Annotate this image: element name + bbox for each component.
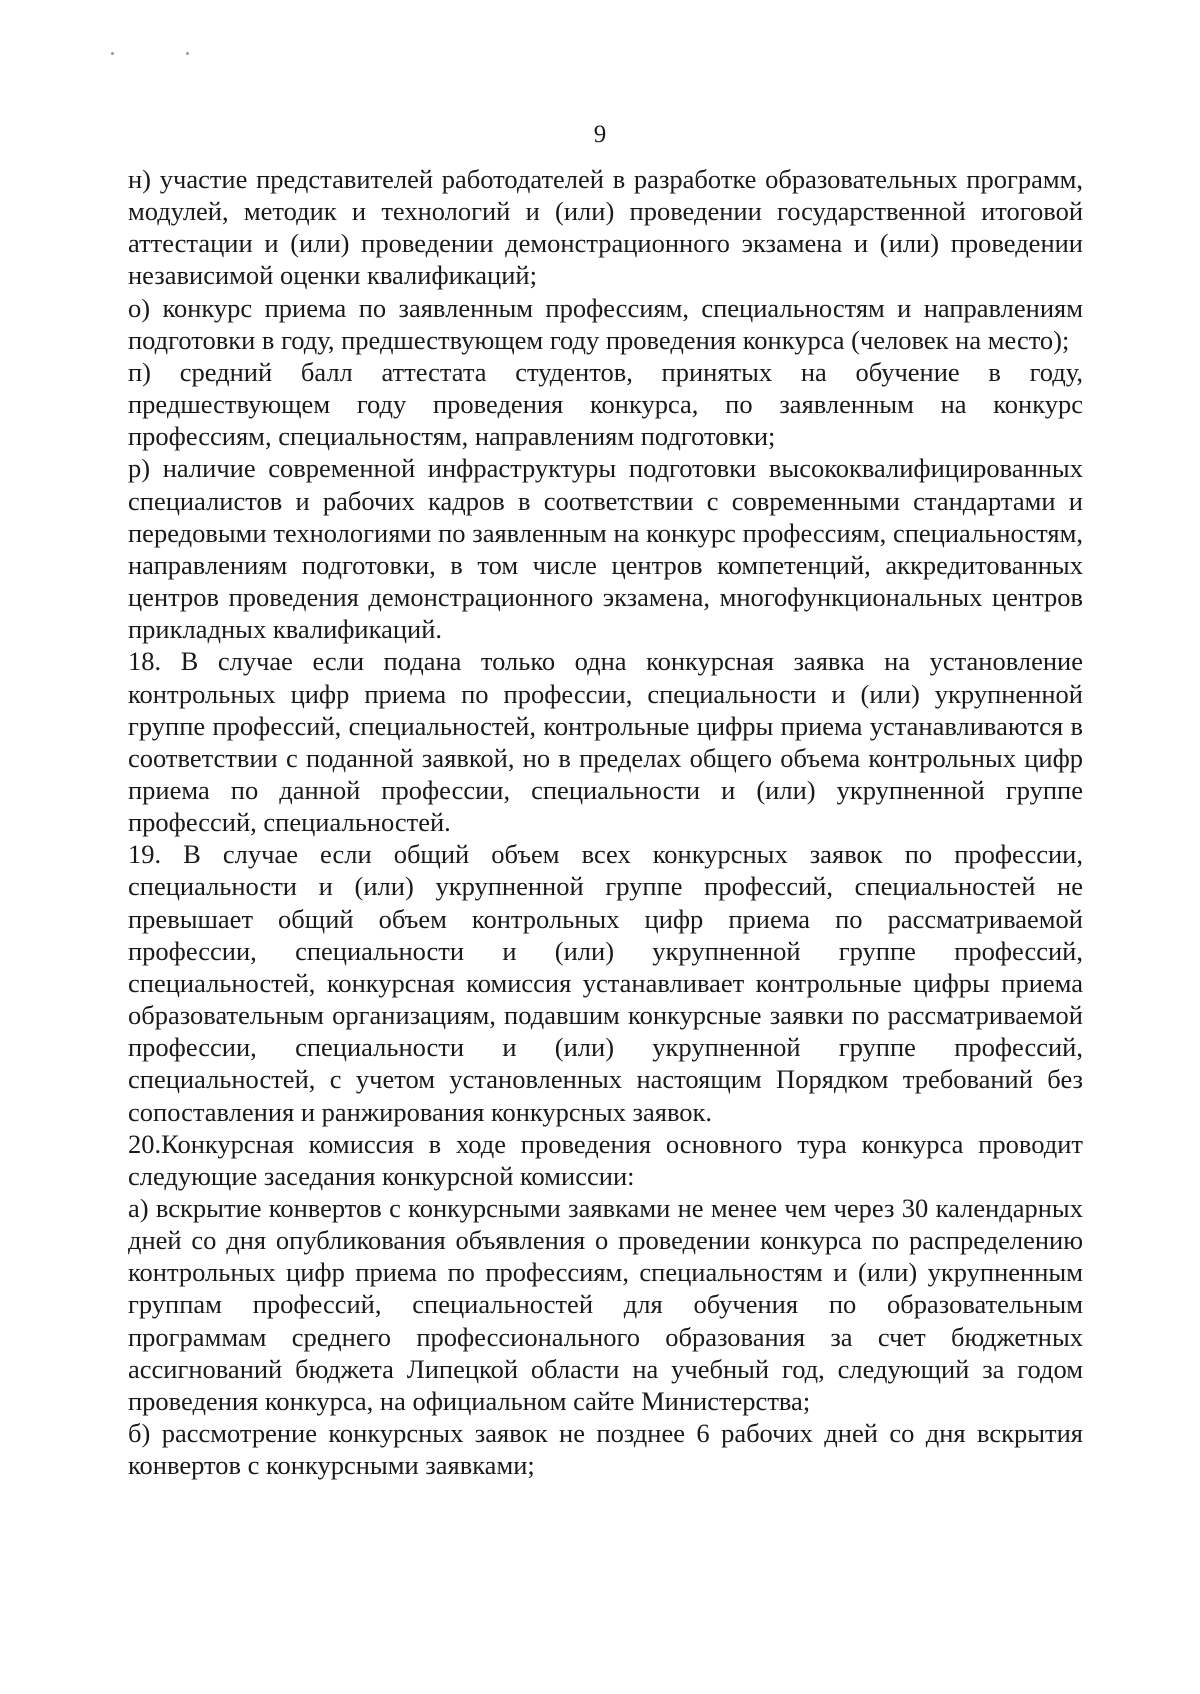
list-item-n: н) участие представителей работодателей в разработке образовательных программ, модулей, методик и технологий и (или) проведении государственной итоговой аттестации и (или) проведении демонстрационного экзамена и (или) проведении независимой оценки квалификаций; xyxy=(128,164,1083,291)
list-item-r: р) наличие современной инфраструктуры подготовки высококвалифицированных специалистов и рабочих кадров в соответствии с современными стандартами и передовыми технологиями по заявленным на конкурс профессиям, специальностям, направлениям подготовки, в том числе центров компетенций, аккредитованных центров проведения демонстрационного экзамена, многофункциональных центров прикладных квалификаций. xyxy=(128,453,1083,645)
list-item-o: о) конкурс приема по заявленным профессиям, специальностям и направлениям подготовки в году, предшествующем году проведения конкурса (человек на место); xyxy=(128,292,1083,355)
clause-19: 19. В случае если общий объем всех конкурсных заявок по профессии, специальности и (или) укрупненной группе профессий, специальностей не превышает общий объем контрольных цифр приема по рассматриваемой профессии, специальности и (или) укрупненной группе профессий, специальностей, конкурсная комиссия устанавливает контрольные цифры приема образовательным организациям, подавшим конкурсные заявки по рассматриваемой профессии, специальности и (или) укрупненной группе профессий, специальностей, с учетом установленных настоящим Порядком требований без сопоставления и ранжирования конкурсных заявок. xyxy=(128,839,1083,1127)
scan-artifact-dot xyxy=(111,52,114,55)
page-number: 9 xyxy=(593,121,607,148)
list-item-p: п) средний балл аттестата студентов, принятых на обучение в году, предшествующем году проведения конкурса, по заявленным на конкурс профессиям, специальностям, направлениям подготовки; xyxy=(128,356,1083,452)
scan-artifact-dot xyxy=(186,52,189,55)
clause-20: 20.Конкурсная комиссия в ходе проведения основного тура конкурса проводит следующие заседания конкурсной комиссии: xyxy=(128,1128,1083,1191)
sub-item-a: а) вскрытие конвертов с конкурсными заявками не менее чем через 30 календарных дней со дня опубликования объявления о проведении конкурса по распределению контрольных цифр приема по профессиям, специальностям и (или) укрупненным группам профессий, специальностей для обучения по образовательным программам среднего профессионального образования за счет бюджетных ассигнований бюджета Липецкой области на учебный год, следующий за годом проведения конкурса, на официальном сайте Министерства; xyxy=(128,1193,1083,1416)
sub-item-b: б) рассмотрение конкурсных заявок не позднее 6 рабочих дней со дня вскрытия конвертов с конкурсными заявками; xyxy=(128,1418,1083,1481)
document-body xyxy=(128,163,1083,1481)
clause-18: 18. В случае если подана только одна конкурсная заявка на установление контрольных цифр приема по профессии, специальности и (или) укрупненной группе профессий, специальностей, контрольные цифры приема устанавливаются в соответствии с поданной заявкой, но в пределах общего объема контрольных цифр приема по данной профессии, специальности и (или) укрупненной группе профессий, специальностей. xyxy=(128,646,1083,838)
